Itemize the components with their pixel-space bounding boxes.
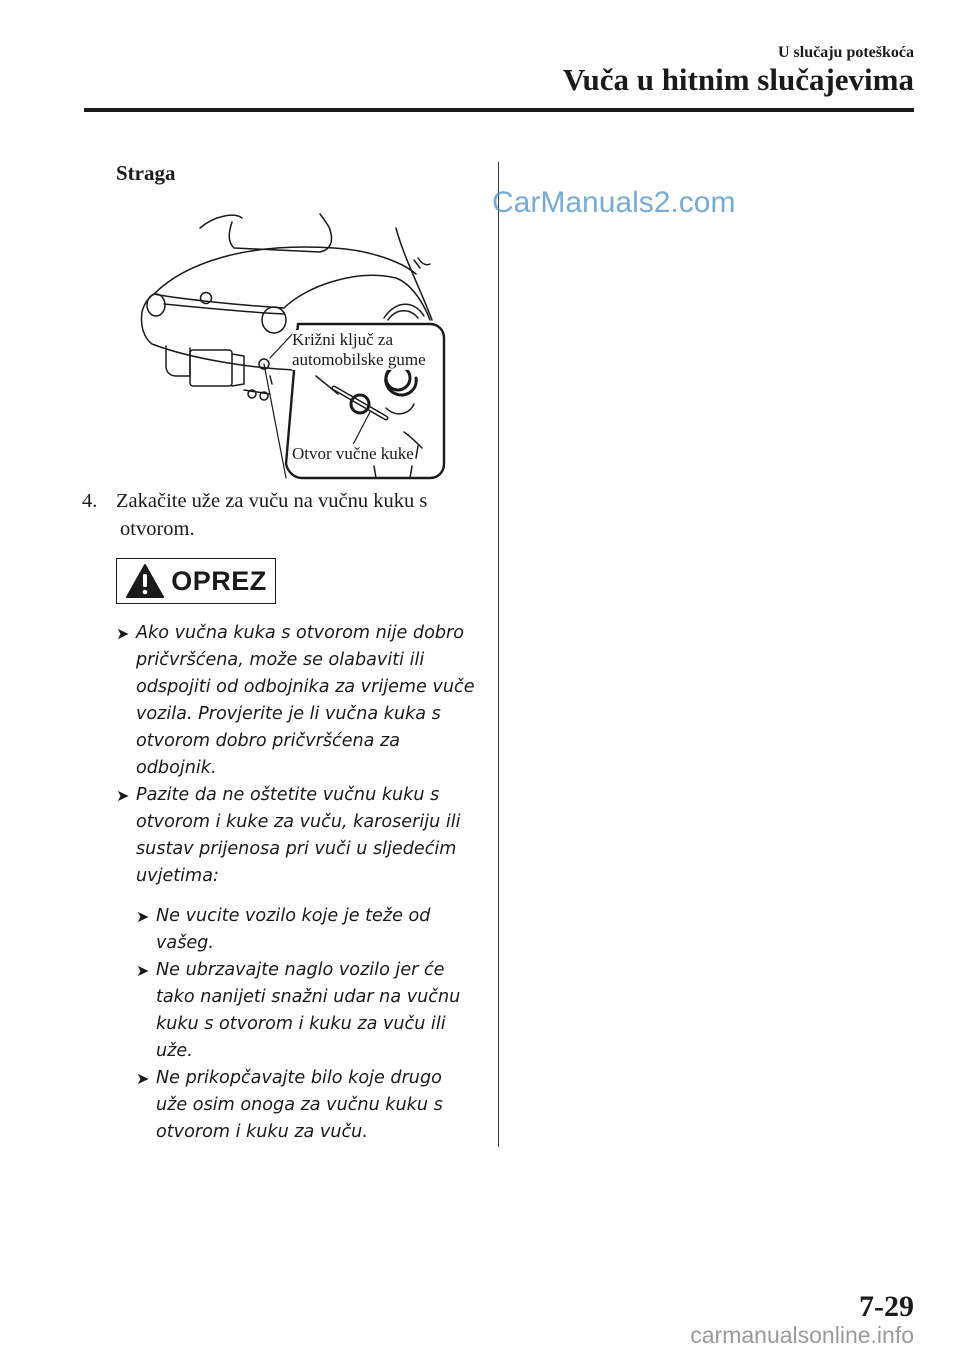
caution-subitem-text: Ne prikopčavajte bilo koje drugo uže osim onoga za vučnu kuku s otvorom i kuku za vuču. (156, 1068, 443, 1142)
figure-title: Straga (116, 161, 176, 185)
caution-item (116, 782, 476, 890)
callout-tow-hook-hole: Otvor vučne kuke (292, 444, 414, 463)
car-rear-drawing (134, 208, 446, 483)
header-rule (84, 108, 914, 112)
step-text-line2: otvorom. (120, 518, 195, 540)
arrow-bullet-icon: ➤ (116, 624, 130, 643)
caution-box (116, 558, 276, 604)
caution-item (116, 620, 476, 782)
column-divider (498, 162, 499, 1147)
arrow-bullet-icon: ➤ (136, 961, 150, 980)
callout-wrench-line1: Križni ključ za (292, 330, 394, 349)
caution-subitem (116, 957, 476, 1065)
rear-tow-hook-illustration (134, 208, 446, 483)
warning-triangle-icon (125, 563, 165, 599)
step-text (82, 487, 482, 543)
page-title: Vuča u hitnim slučajevima (562, 62, 914, 97)
caution-label: OPREZ (171, 565, 267, 596)
step-text-line1: Zakačite uže za vuču na vučnu kuku s (116, 490, 428, 512)
step-4 (82, 487, 482, 543)
caution-list (116, 620, 476, 1146)
header-section-name: U slučaju poteškoća (777, 44, 914, 61)
caution-subitem-text: Ne vucite vozilo koje je teže od vašeg. (156, 906, 431, 953)
page-number: 7-29 (859, 1290, 914, 1323)
caution-subitem-text: Ne ubrzavajte naglo vozilo jer će tako nanijeti snažni udar na vučnu kuku s otvorom i kuku za vuču ili uže. (156, 960, 461, 1061)
caution-subitem (116, 903, 476, 957)
watermark-top: CarManuals2.com (492, 186, 736, 219)
caution-subitem (116, 1065, 476, 1146)
callout-wrench-line2: automobilske gume (292, 350, 426, 369)
caution-item-text: Ako vučna kuka s otvorom nije dobro pričvršćena, može se olabaviti ili odspojiti od odbojnika za vrijeme vuče vozila. Provjerite je li vučna kuka s otvorom dobro pričvršćena za odbojnik. (136, 623, 475, 778)
caution-item-text: Pazite da ne oštetite vučnu kuku s otvorom i kuke za vuču, karoseriju ili sustav prijenosa pri vuči u sljedećim uvjetima: (136, 785, 461, 886)
arrow-bullet-icon: ➤ (116, 786, 130, 805)
arrow-bullet-icon: ➤ (136, 1069, 150, 1088)
step-number: 4. (82, 490, 98, 512)
watermark-bottom: carmanualsonline.info (690, 1322, 914, 1348)
arrow-bullet-icon: ➤ (136, 907, 150, 926)
